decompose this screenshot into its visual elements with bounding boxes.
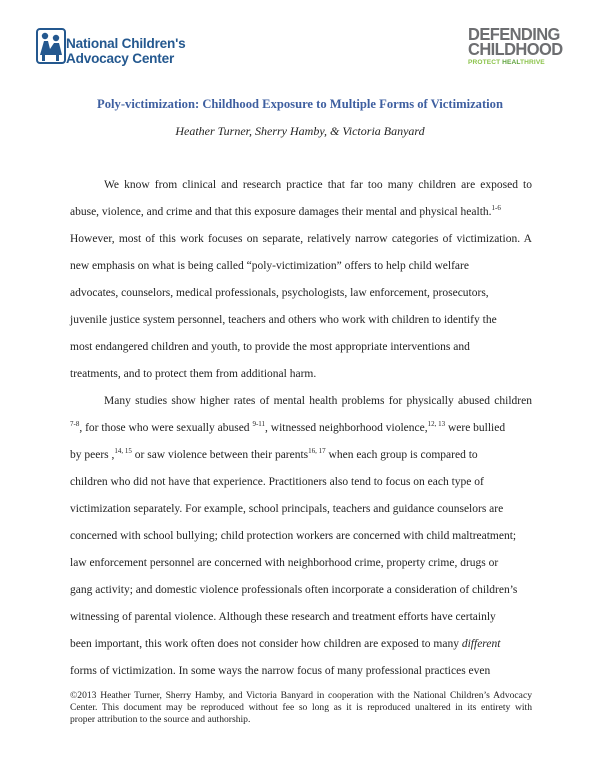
footer-line: Center. This document may be reproduced without fee so long as it is reproduced unaltered in its entirety with [70, 702, 532, 713]
p1-line: new emphasis on what is being called “poly-victimization” offers to help child welfare [70, 260, 469, 272]
p2-text: or saw violence between their parents [131, 449, 309, 461]
p2-line: victimization separately. For example, school principals, teachers and guidance counselors are [70, 503, 504, 515]
p2-text: by peers , [70, 449, 115, 461]
p2-line: witnessing of parental violence. Although these research and treatment efforts have certainly [70, 611, 496, 623]
tag-heal: HEAL [502, 59, 521, 66]
p2-text: , witnessed neighborhood violence, [265, 422, 428, 434]
ncac-name-line2: Advocacy Center [66, 51, 175, 66]
document-authors: Heather Turner, Sherry Hamby, & Victoria Banyard [175, 124, 425, 138]
ncac-name-line1: National Children's [66, 36, 186, 51]
p2-text: , for those who were sexually abused [79, 422, 253, 434]
p2-line [70, 415, 532, 442]
p1-line: advocates, counselors, medical professionals, psychologists, law enforcement, prosecutors, [70, 287, 489, 299]
p2-line: gang activity; and domestic violence professionals often incorporate a consideration of children’s [70, 584, 518, 596]
footer-line: ©2013 Heather Turner, Sherry Hamby, and Victoria Banyard in cooperation with the National Children’s Advocacy [70, 690, 532, 701]
tag-protect: PROTECT [468, 59, 501, 66]
p1-line: However, most of this work focuses on separate, relatively narrow categories of victimization. A [70, 233, 532, 245]
p2-line: children who did not have that experience. Practitioners also tend to focus on each type of [70, 476, 484, 488]
p1-line: most endangered children and youth, to provide the most appropriate interventions and [70, 341, 470, 353]
defending-childhood-logo [468, 25, 568, 72]
p2-line [70, 631, 532, 658]
document-title: Poly-victimization: Childhood Exposure to Multiple Forms of Victimization [97, 97, 503, 111]
p2-line: forms of victimization. In some ways the narrow focus of many professional practices even [70, 665, 491, 677]
p1-line: treatments, and to protect them from additional harm. [70, 368, 317, 380]
p2-text: been important, this work often does not consider how children are exposed to many [70, 638, 462, 650]
p1-line [70, 199, 532, 226]
p2-text: when each group is compared to [325, 449, 478, 461]
citation: 16, 17 [308, 447, 326, 455]
p2-line: concerned with school bullying; child protection workers are concerned with child maltreatment; [70, 530, 517, 542]
p1-line: juvenile justice system personnel, teachers and others who work with children to identify the [70, 314, 497, 326]
ncac-logo [36, 25, 196, 73]
p2-text: were bullied [445, 422, 506, 434]
brand-line1: DEFENDING [468, 25, 560, 45]
citation: 1-6 [491, 204, 501, 212]
brand-line2: CHILDHOOD [468, 40, 563, 60]
children-figures-icon [36, 25, 66, 65]
p2-line [70, 442, 532, 469]
citation: 14, 15 [114, 447, 132, 455]
citation: 12, 13 [427, 420, 446, 428]
footer-line: proper attribution to the source and authorship. [70, 714, 251, 725]
citation: 7-8 [70, 420, 80, 428]
citation: 9-11 [252, 420, 266, 428]
p1-line-text: abuse, violence, and crime and that this exposure damages their mental and physical health. [70, 206, 492, 218]
ncac-name [66, 36, 186, 66]
p1-line: We know from clinical and research practice that far too many children are exposed to [104, 179, 532, 191]
paragraph-1 [70, 172, 532, 388]
emphasis: different [461, 638, 501, 650]
paragraph-2 [70, 388, 532, 685]
p2-line: Many studies show higher rates of mental health problems for physically abused children [104, 395, 532, 407]
p2-line: law enforcement personnel are concerned with neighborhood crime, property crime, drugs or [70, 557, 499, 569]
tag-thrive: THRIVE [520, 59, 545, 66]
copyright-footer [70, 690, 532, 726]
